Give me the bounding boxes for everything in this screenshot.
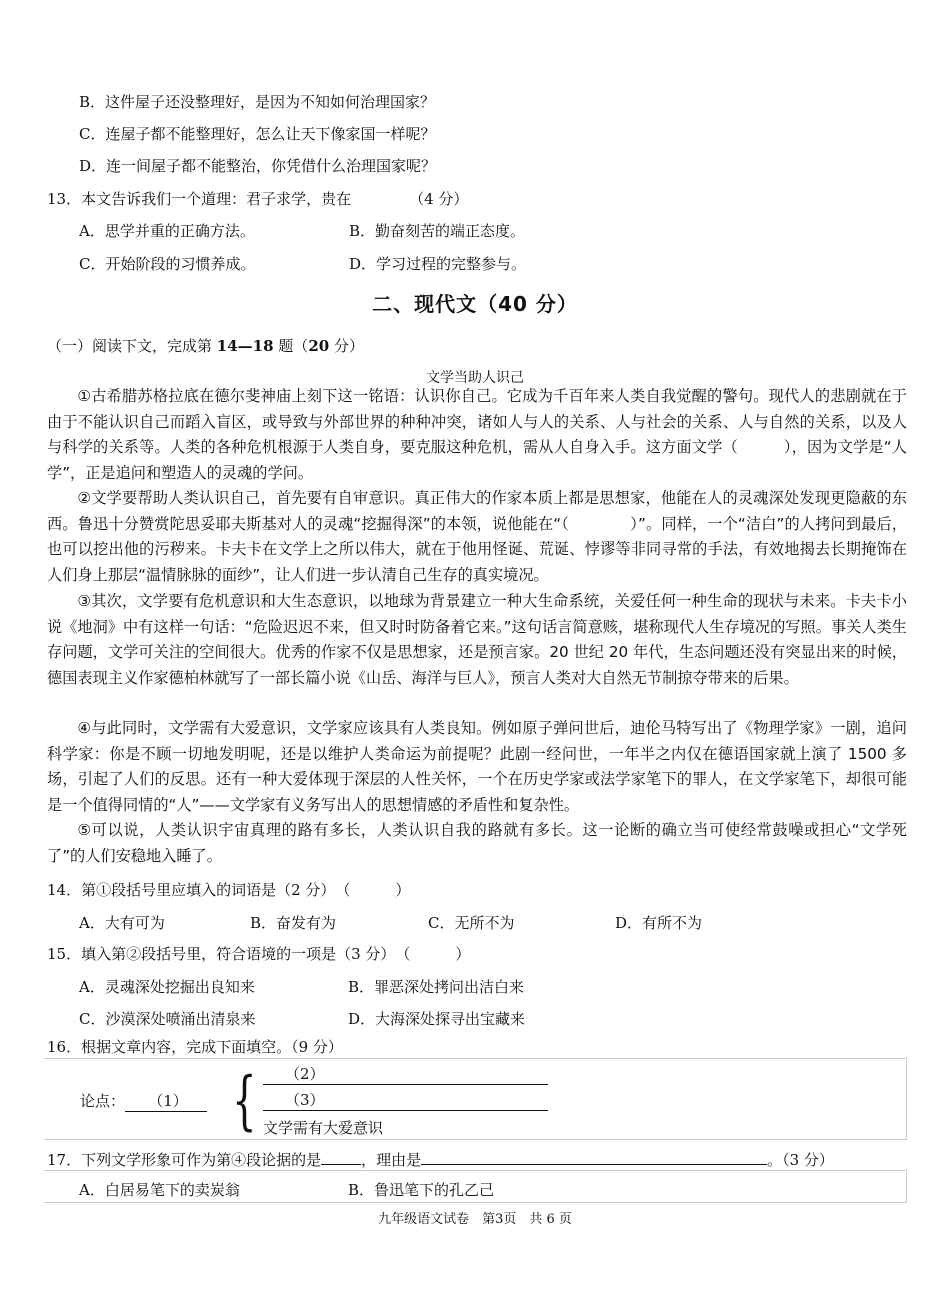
passage-title: 文学当助人识己 <box>426 370 524 386</box>
q16-thesis-label: 论点： <box>80 1092 126 1110</box>
part1-instruction <box>47 336 364 356</box>
q15-stem: 15．填入第②段括号里，符合语境的一项是（3 分） （ ） <box>47 945 471 963</box>
q15-option-d: D．大海深处探寻出宝藏来 <box>348 1010 526 1028</box>
part1-score: 20 <box>308 337 330 355</box>
q17-option-a: A．白居易笔下的卖炭翁 <box>79 1181 240 1199</box>
q14-option-b: B．奋发有为 <box>250 914 337 932</box>
page-footer: 九年级语文试卷 第3页 共 6 页 <box>378 1212 572 1227</box>
paragraph-1: ①古希腊苏格拉底在德尔斐神庙上刻下这一铭语：认识你自己。它成为千百年来人类自我觉醒的警句。现代人的悲剧就在于由于不能认识自己而蹈入盲区，或导致与外部世界的种种冲突，诸如人与人的关系、人与社会的关系、人与自然的关系，以及人与科学的关系等。人类的各种危机根源于人类自身，要克服这种危机，需从人自身入手。这方面文学（ ），因为文学是“人学”，正是追问和塑造人的灵魂的学问。 <box>47 387 907 482</box>
q16-stem: 16．根据文章内容，完成下面填空。（9 分） <box>47 1038 343 1056</box>
q13-option-c: C．开始阶段的习惯养成。 <box>79 255 256 273</box>
q12-option-d: D．连一间屋子都不能整治，你凭借什么治理国家呢？ <box>79 157 437 175</box>
q15-option-a: A．灵魂深处挖掘出良知来 <box>79 978 255 996</box>
q16-point-2 <box>263 1064 548 1085</box>
brace-icon: { <box>232 1064 257 1138</box>
paragraph-4: ④与此同时，文学需有大爱意识，文学家应该具有人类良知。例如原子弹问世后，迪伦马特写出了《物理学家》一剧，追问科学家：你是不顾一切地发明呢，还是以维护人类命运为前提呢？此剧一经问世，一年半之内仅在德语国家就上演了 1500 多场，引起了人们的反思。还有一种大爱体现于深层的人性关怀，一个在历史学家或法学家笔下的罪人，在文学家笔下，却很可能是一个值得同情的“人”——文学家有义务写出人的思想情感的矛盾性和复杂性。 <box>47 719 907 814</box>
q15-option-b: B．罪恶深处拷问出洁白来 <box>348 978 525 996</box>
q17-stem <box>47 1149 834 1170</box>
paragraph-2: ②文学要帮助人类认识自己，首先要有自审意识。真正伟大的作家本质上都是思想家，他能在人的灵魂深处发现更隐蔽的东西。鲁迅十分赞赏陀思妥耶夫斯基对人的灵魂“挖掘得深”的本领，说他能在“（ ）”。同样，一个“洁白”的人拷问到最后，也可以挖出他的污秽来。卡夫卡在文学上之所以伟大，就在于他用怪诞、荒诞、悖谬等非同寻常的手法，有效地揭去长期掩饰在人们身上那层“温情脉脉的面纱”，让人们进一步认清自己生存的真实境况。 <box>47 489 907 584</box>
q16-thesis-row <box>80 1091 207 1112</box>
q16-blank-1[interactable]: （1） <box>125 1091 207 1112</box>
q13-option-a: A．思学并重的正确方法。 <box>79 222 255 240</box>
part1-range: 14—18 <box>216 337 274 355</box>
section-title: 二、现代文（40 分） <box>372 292 578 316</box>
q16-blank-2[interactable]: （2） <box>263 1064 548 1085</box>
q17-blank-answer[interactable] <box>321 1149 361 1165</box>
q17-stem-a: 17．下列文学形象可作为第④段论据的是 <box>47 1151 322 1169</box>
q17-stem-b: ，理由是 <box>361 1151 422 1169</box>
part1-prefix: （一）阅读下文，完成第 <box>47 337 217 355</box>
q13-option-d: D．学习过程的完整参与。 <box>349 255 527 273</box>
q13-option-b: B．勤奋刻苦的端正态度。 <box>349 222 526 240</box>
part1-mid: 题（ <box>273 337 309 355</box>
q13-stem-text: 13．本文告诉我们一个道理：君子求学，贵在 <box>47 190 352 208</box>
q14-option-c: C．无所不为 <box>428 914 515 932</box>
q14-stem: 14．第①段括号里应填入的词语是（2 分） （ ） <box>47 881 411 899</box>
q15-option-c: C．沙漠深处喷涌出清泉来 <box>79 1010 256 1028</box>
paragraph-5: ⑤可以说，人类认识宇宙真理的路有多长，人类认识自我的路就有多长。这一论断的确立当可使经常鼓噪或担心“文学死了”的人们安稳地入睡了。 <box>47 821 907 865</box>
q12-option-c: C．连屋子都不能整理好，怎么让天下像家国一样呢？ <box>79 125 436 143</box>
q17-stem-c: 。（3 分） <box>767 1151 834 1169</box>
q14-option-a: A．大有可为 <box>79 914 165 932</box>
q16-point-3-row <box>263 1090 548 1111</box>
q16-point-3: 文学需有大爱意识 <box>263 1119 384 1137</box>
q17-option-b: B．鲁迅笔下的孔乙己 <box>348 1181 495 1199</box>
q14-option-d: D．有所不为 <box>615 914 703 932</box>
part1-suffix: 分） <box>329 337 364 355</box>
q16-blank-3[interactable]: （3） <box>263 1090 548 1111</box>
q13-score: （4 分） <box>409 190 469 208</box>
q12-option-b: B．这件屋子还没整理好，是因为不知如何治理国家？ <box>79 93 436 111</box>
paragraph-3: ③其次，文学要有危机意识和大生态意识，以地球为背景建立一种大生命系统，关爱任何一种生命的现状与未来。卡夫卡小说《地洞》中有这样一句话：“危险迟迟不来，但又时时防备着它来。”这句话言简意赅，堪称现代人生存境况的写照。事关人类生存问题，文学可关注的空间很大。优秀的作家不仅是思想家，还是预言家。20 世纪 20 年代，生态问题还没有突显出来的时候，德国表现主义作家德柏林就写了一部长篇小说《山岳、海洋与巨人》，预言人类对大自然无节制掠夺带来的后果。 <box>47 592 907 687</box>
q13-stem <box>47 189 468 209</box>
q17-blank-reason[interactable] <box>421 1149 767 1165</box>
